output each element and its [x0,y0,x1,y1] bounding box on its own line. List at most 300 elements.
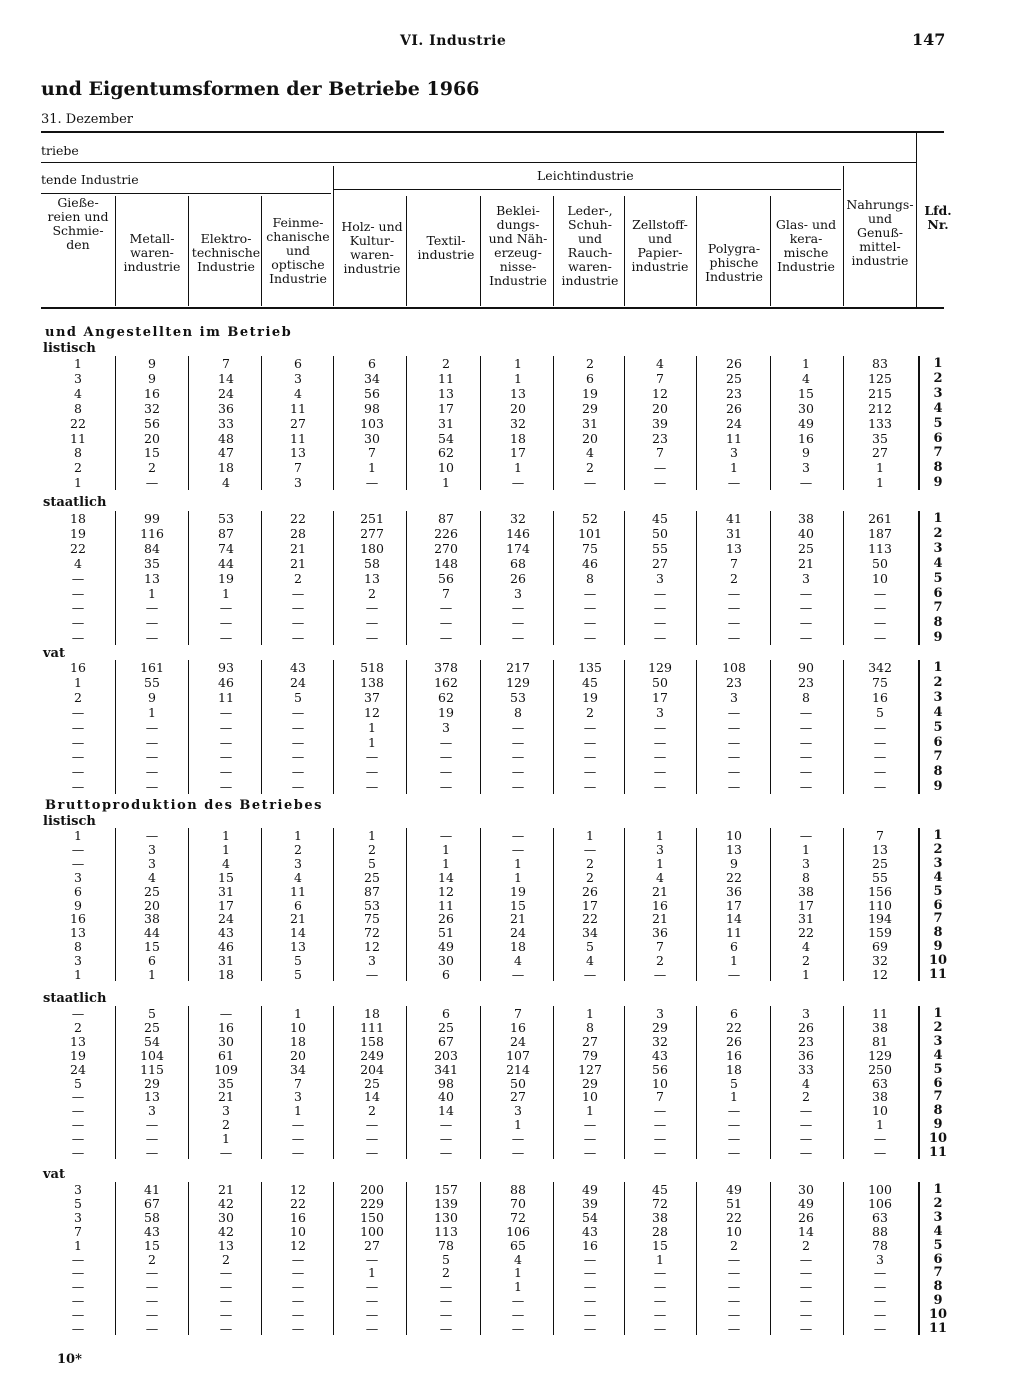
table-cell: — [799,764,813,780]
table-cell: 50 [652,525,668,541]
table-cell: 158 [360,1033,384,1049]
table-cell: 17 [726,897,742,913]
table-cell: 4 [74,555,82,571]
table-cell: — [365,1293,379,1309]
table-cell: 49 [438,939,454,955]
table-cell: 55 [652,540,668,556]
table-cell: 106 [868,1195,892,1211]
table-cell: 212 [868,400,892,416]
table-cell: 12 [652,385,668,401]
table-cell: 8 [74,939,82,955]
block-col-rule [480,356,481,490]
table-cell: 8 [74,400,82,416]
block-col-rule [333,356,334,490]
table-cell: — [653,734,667,750]
table-cell: — [71,630,85,646]
table-cell: 2 [148,1251,156,1267]
table-cell: 90 [798,660,814,675]
table-cell: 4 [656,869,664,885]
table-cell: 45 [652,1182,668,1197]
table-cell: 32 [144,400,160,416]
row-number: 7 [933,445,943,461]
table-cell: — [653,967,667,982]
table-cell: 14 [438,869,454,885]
table-cell: 20 [510,400,526,416]
table-cell: 21 [510,911,526,927]
table-cell: 1 [876,460,884,476]
table-cell: 2 [802,1237,810,1253]
table-cell: 78 [438,1237,454,1253]
table-cell: — [365,1279,379,1295]
table-cell: — [799,704,813,720]
table-cell: 35 [872,430,888,446]
block-col-rule [770,511,771,645]
table-cell: 11 [438,370,454,386]
table-cell: 31 [218,883,234,899]
table-cell: 21 [652,883,668,899]
table-cell: 58 [364,555,380,571]
table-cell: — [873,600,887,616]
table-cell: 31 [218,953,234,969]
table-cell: 26 [798,1209,814,1225]
table-cell: 214 [506,1061,530,1077]
table-cell: 65 [510,1237,526,1253]
row-number: 9 [933,779,943,795]
table-cell: — [653,749,667,765]
table-cell: 40 [438,1089,454,1105]
table-cell: 13 [70,925,86,941]
row-number: 3 [933,689,943,705]
table-cell: — [873,585,887,601]
table-cell: — [511,1321,525,1336]
table-cell: 5 [876,704,884,720]
block-col-rule [188,356,189,490]
row-number: 4 [933,704,943,720]
table-cell: 3 [656,570,664,586]
block-col-rule [770,660,771,794]
table-cell: 1 [74,356,82,371]
table-cell: 6 [368,356,376,371]
table-cell: — [219,1006,233,1021]
table-cell: 33 [798,1061,814,1077]
table-cell: 18 [290,1033,306,1049]
table-cell: 10 [290,1223,306,1239]
table-cell: — [799,1251,813,1267]
table-cell: 69 [872,939,888,955]
table-cell: 68 [510,555,526,571]
table-cell: 25 [726,370,742,386]
table-cell: — [727,1321,741,1336]
table-cell: 16 [726,1047,742,1063]
block-col-rule [333,828,334,981]
table-cell: — [71,1279,85,1295]
table-cell: — [291,1279,305,1295]
table-cell: 38 [872,1019,888,1035]
table-cell: 39 [652,415,668,431]
block-col-rule [843,356,844,490]
table-cell: 23 [726,385,742,401]
table-cell: 48 [218,430,234,446]
table-cell: — [653,719,667,735]
row-number: 7 [933,749,943,765]
table-cell: 3 [876,1251,884,1267]
table-cell: — [511,1307,525,1323]
table-cell: 9 [148,689,156,705]
column-header: Feinme- chanische und optische Industrie [266,215,330,286]
table-cell: 3 [802,570,810,586]
table-cell: 44 [144,925,160,941]
table-cell: — [291,600,305,616]
table-cell: — [71,1145,85,1160]
table-cell: — [439,828,453,843]
table-cell: 75 [364,911,380,927]
table-cell: 67 [144,1195,160,1211]
row-number: 8 [933,1103,943,1119]
table-cell: 4 [802,1075,810,1091]
table-cell: 28 [290,525,306,541]
table-cell: 2 [294,570,302,586]
table-cell: 24 [290,674,306,690]
row-number: 3 [933,1033,943,1049]
table-cell: 217 [506,660,530,675]
table-cell: 1 [368,460,376,476]
table-cell: — [799,749,813,765]
table-cell: 1 [586,1006,594,1021]
table-cell: 99 [144,511,160,526]
table-cell: 115 [140,1061,164,1077]
table-cell: — [583,630,597,646]
table-cell: 3 [222,1103,230,1119]
row-number: 10 [928,1131,948,1147]
table-cell: — [219,1145,233,1160]
table-cell: 17 [652,689,668,705]
table-cell: 49 [726,1182,742,1197]
table-cell: 87 [438,511,454,526]
row-number: 9 [933,630,943,646]
row-number: 1 [933,1006,943,1021]
table-cell: — [873,1321,887,1336]
block-col-rule [696,511,697,645]
block-lfd-rule [918,356,920,490]
block-lfd-rule [918,660,920,794]
table-cell: 16 [798,430,814,446]
table-cell: 30 [438,953,454,969]
table-cell: 15 [510,897,526,913]
table-cell: 46 [218,674,234,690]
table-cell: 42 [218,1223,234,1239]
table-cell: 161 [140,660,164,675]
table-cell: 138 [360,674,384,690]
table-cell: — [291,615,305,631]
table-cell: — [873,1293,887,1309]
table-cell: 31 [582,415,598,431]
table-cell: 7 [222,356,230,371]
table-cell: 129 [506,674,530,690]
table-cell: 55 [144,674,160,690]
table-cell: 14 [218,370,234,386]
table-cell: 9 [148,356,156,371]
table-cell: 50 [872,555,888,571]
table-cell: 4 [586,445,594,461]
table-cell: — [145,1293,159,1309]
table-cell: — [439,600,453,616]
table-cell: 4 [294,385,302,401]
block-col-rule [696,1182,697,1335]
table-cell: — [145,749,159,765]
row-number: 8 [933,460,943,476]
row-number: 6 [933,734,943,750]
table-cell: — [145,1117,159,1133]
table-cell: 1 [876,475,884,491]
table-cell: 1 [294,828,302,843]
table-cell: 9 [730,855,738,871]
table-cell: — [219,1307,233,1323]
table-cell: 15 [218,869,234,885]
table-cell: 26 [798,1019,814,1035]
table-cell: 7 [656,445,664,461]
table-cell: — [511,967,525,982]
table-cell: 98 [364,400,380,416]
block-col-rule [480,660,481,794]
row-number: 11 [928,967,948,982]
table-cell: 36 [218,400,234,416]
block-col-rule [261,1182,262,1335]
table-cell: 16 [218,1019,234,1035]
block-col-rule [115,1182,116,1335]
table-cell: — [145,1131,159,1147]
block-col-rule [696,828,697,981]
block-lfd-rule [918,1182,920,1335]
table-cell: 21 [290,540,306,556]
table-cell: — [145,1145,159,1160]
table-cell: 30 [218,1033,234,1049]
table-cell: — [727,749,741,765]
table-cell: — [653,1279,667,1295]
table-cell: — [365,1117,379,1133]
table-cell: 13 [290,939,306,955]
table-cell: 3 [656,1006,664,1021]
table-cell: 35 [144,555,160,571]
block-col-rule [770,1182,771,1335]
table-cell: — [219,749,233,765]
table-cell: 25 [872,855,888,871]
table-cell: 16 [70,911,86,927]
table-cell: 10 [582,1089,598,1105]
table-cell: 13 [872,841,888,857]
table-cell: 46 [582,555,598,571]
table-cell: — [291,1117,305,1133]
table-cell: — [583,1251,597,1267]
table-cell: 26 [726,356,742,371]
table-cell: 18 [70,511,86,526]
row-number: 2 [933,525,943,541]
table-cell: 3 [294,475,302,491]
table-cell: 3 [514,1103,522,1119]
block-label: staatlich [43,991,107,1006]
table-cell: 18 [218,460,234,476]
table-cell: 13 [364,570,380,586]
table-cell: — [873,779,887,795]
table-cell: — [145,764,159,780]
column-header: Elektro- technische Industrie [191,231,261,274]
row-number: 3 [933,855,943,871]
chapter-header: VI. Industrie [400,33,507,49]
table-cell: 7 [656,939,664,955]
table-cell: 10 [872,1103,888,1119]
table-cell: — [71,719,85,735]
block-col-rule [333,660,334,794]
rule-header-bottom [41,307,944,309]
table-cell: 2 [294,841,302,857]
table-cell: 3 [74,370,82,386]
table-cell: — [799,779,813,795]
table-cell: 518 [360,660,384,675]
table-cell: 81 [872,1033,888,1049]
rule-top [41,131,944,133]
table-cell: 135 [578,660,602,675]
block-label: staatlich [43,495,107,510]
table-cell: 1 [222,828,230,843]
table-cell: — [511,764,525,780]
table-cell: 21 [798,555,814,571]
block-col-rule [115,660,116,794]
table-cell: — [291,1265,305,1281]
table-cell: — [291,734,305,750]
table-cell: 9 [802,445,810,461]
block-col-rule [406,660,407,794]
reference-date: 31. Dezember [41,112,134,127]
table-cell: 56 [144,415,160,431]
table-cell: — [653,1293,667,1309]
table-cell: — [365,749,379,765]
table-cell: 17 [438,400,454,416]
table-cell: 1 [656,1251,664,1267]
block-col-rule [843,1182,844,1335]
table-cell: 1 [148,967,156,982]
table-cell: — [653,764,667,780]
table-cell: — [291,704,305,720]
block-col-rule [624,660,625,794]
table-cell: 3 [148,855,156,871]
row-number: 7 [933,1265,943,1281]
table-cell: — [511,779,525,795]
table-cell: — [219,615,233,631]
table-cell: 111 [360,1019,384,1035]
table-cell: — [365,475,379,491]
table-cell: 21 [218,1182,234,1197]
table-cell: 9 [148,370,156,386]
table-cell: — [799,1131,813,1147]
table-cell: 15 [144,445,160,461]
table-cell: — [727,600,741,616]
table-cell: 3 [294,370,302,386]
table-cell: 270 [434,540,458,556]
block-col-rule [333,1006,334,1159]
table-cell: 100 [868,1182,892,1197]
table-cell: 62 [438,689,454,705]
table-cell: — [511,1131,525,1147]
table-cell: 3 [148,1103,156,1119]
table-cell: — [799,1307,813,1323]
table-cell: — [291,1307,305,1323]
block-col-rule [553,1182,554,1335]
table-cell: 38 [798,511,814,526]
table-cell: 24 [726,415,742,431]
table-cell: 63 [872,1209,888,1225]
table-cell: 29 [582,400,598,416]
table-cell: 342 [868,660,892,675]
row-number: 11 [928,1321,948,1336]
table-cell: — [873,1265,887,1281]
table-cell: 3 [730,445,738,461]
table-cell: — [799,1265,813,1281]
table-cell: 30 [798,1182,814,1197]
row-number: 5 [933,1237,943,1253]
row-number: 4 [933,1047,943,1063]
table-cell: 63 [872,1075,888,1091]
table-cell: 6 [586,370,594,386]
table-cell: 38 [872,1089,888,1105]
block-col-rule [770,1006,771,1159]
table-cell: 125 [868,370,892,386]
table-cell: 47 [218,445,234,461]
table-cell: 8 [586,1019,594,1035]
table-cell: — [145,1279,159,1295]
table-cell: — [71,749,85,765]
block-col-rule [480,828,481,981]
table-cell: 42 [218,1195,234,1211]
table-cell: 174 [506,540,530,556]
table-cell: — [365,615,379,631]
table-cell: 38 [798,883,814,899]
table-cell: 1 [656,828,664,843]
table-cell: — [727,704,741,720]
table-cell: — [873,764,887,780]
row-number: 4 [933,400,943,416]
header-group-light: Leichtindustrie [537,168,634,183]
row-number: 7 [933,600,943,616]
table-cell: 4 [802,370,810,386]
block-col-rule [553,511,554,645]
block-col-rule [406,828,407,981]
column-header: Beklei- dungs- und Näh- erzeug- nisse- Industrie [488,203,548,288]
table-cell: — [511,1145,525,1160]
row-number: 5 [933,719,943,735]
column-header: Holz- und Kultur- waren- industrie [341,219,403,276]
table-cell: 1 [514,855,522,871]
table-cell: 27 [364,1237,380,1253]
table-cell: 11 [290,883,306,899]
table-cell: 16 [70,660,86,675]
block-col-rule [624,828,625,981]
table-cell: 11 [70,430,86,446]
table-cell: 25 [364,1075,380,1091]
table-cell: 157 [434,1182,458,1197]
table-cell: 2 [586,704,594,720]
table-cell: — [439,1321,453,1336]
table-cell: 1 [74,475,82,491]
table-cell: 84 [144,540,160,556]
table-cell: 261 [868,511,892,526]
table-cell: 16 [510,1019,526,1035]
row-number: 5 [933,883,943,899]
block-col-rule [406,1182,407,1335]
table-cell: — [583,734,597,750]
table-cell: — [219,630,233,646]
table-cell: — [71,1251,85,1267]
table-cell: 116 [140,525,164,541]
table-cell: 46 [218,939,234,955]
